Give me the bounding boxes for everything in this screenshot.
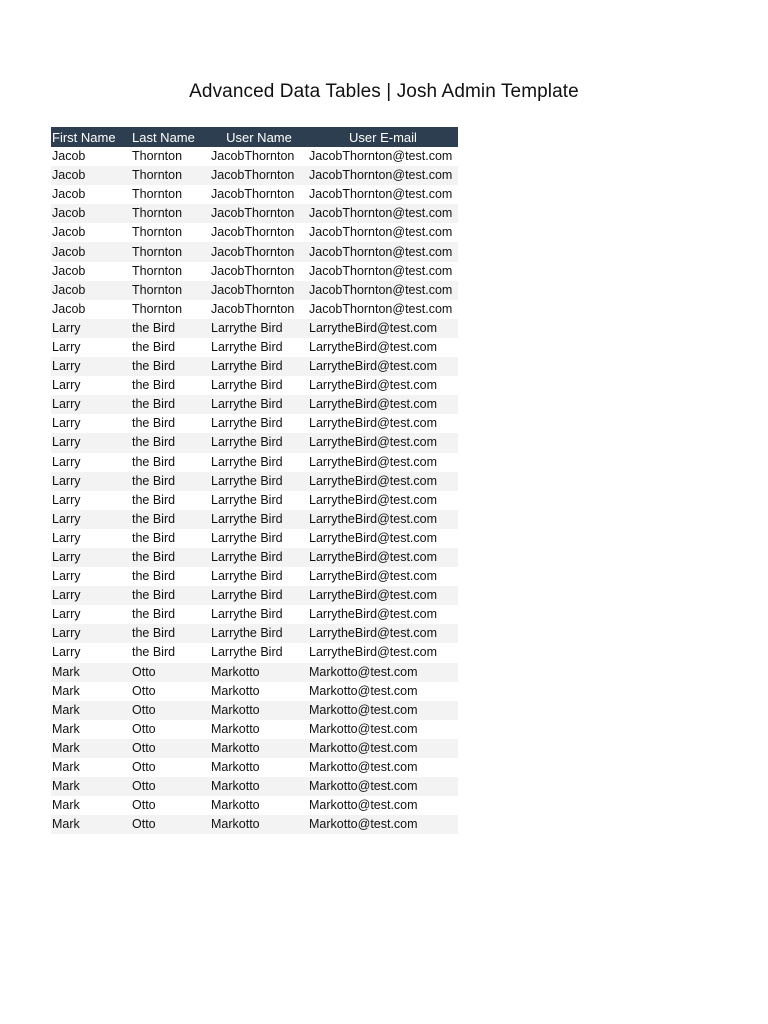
- cell-user-email: LarrytheBird@test.com: [309, 416, 438, 431]
- cell-user-email: LarrytheBird@test.com: [309, 569, 438, 584]
- cell-last-name: Otto: [131, 701, 210, 720]
- table-row: [51, 185, 458, 204]
- cell-user-email: LarrytheBird@test.com: [308, 624, 458, 643]
- cell-user-email: JacobThornton@test.com: [309, 225, 453, 240]
- cell-last-name: the Bird: [131, 395, 210, 414]
- cell-user-email: LarrytheBird@test.com: [309, 378, 438, 393]
- cell-first-name: Jacob: [52, 263, 86, 278]
- cell-last-name: Otto: [132, 798, 156, 813]
- cell-first-name: Larry: [52, 416, 81, 431]
- cell-first-name: Larry: [51, 510, 131, 529]
- cell-first-name: Larry: [52, 339, 81, 354]
- cell-user-email: JacobThornton@test.com: [308, 166, 458, 185]
- table-row: [51, 815, 458, 834]
- cell-last-name: the Bird: [132, 378, 176, 393]
- cell-last-name: Thornton: [131, 281, 210, 300]
- table-row: [51, 319, 458, 338]
- cell-user-name: JacobThornton: [211, 301, 295, 316]
- cell-user-name: Larrythe Bird: [211, 454, 283, 469]
- cell-user-email: Markotto@test.com: [308, 701, 458, 720]
- table-row: [51, 682, 458, 701]
- column-header-first-name: First Name: [51, 127, 131, 147]
- page-title: Advanced Data Tables | Josh Admin Template: [189, 80, 579, 102]
- cell-user-email: Markotto@test.com: [308, 663, 458, 682]
- table-row: [51, 510, 458, 529]
- table-row: [51, 624, 458, 643]
- table-row: [51, 758, 458, 777]
- cell-user-email: Markotto@test.com: [309, 798, 418, 813]
- cell-user-name: JacobThornton: [211, 149, 295, 164]
- cell-user-name: Larrythe Bird: [210, 624, 308, 643]
- cell-last-name: Thornton: [131, 242, 210, 261]
- cell-first-name: Larry: [51, 433, 131, 452]
- cell-first-name: Mark: [51, 777, 131, 796]
- cell-first-name: Larry: [51, 472, 131, 491]
- table-row: [51, 529, 458, 548]
- cell-last-name: the Bird: [132, 530, 176, 545]
- cell-first-name: Mark: [51, 701, 131, 720]
- cell-last-name: Otto: [131, 739, 210, 758]
- cell-user-name: Larrythe Bird: [210, 395, 308, 414]
- cell-user-email: LarrytheBird@test.com: [308, 433, 458, 452]
- table-row: [51, 567, 458, 586]
- cell-user-name: Markotto: [211, 760, 260, 775]
- cell-last-name: Otto: [131, 777, 210, 796]
- cell-last-name: Thornton: [132, 301, 183, 316]
- cell-first-name: Larry: [51, 357, 131, 376]
- cell-user-name: Markotto: [211, 683, 260, 698]
- cell-user-name: JacobThornton: [210, 242, 308, 261]
- cell-user-name: Markotto: [210, 663, 308, 682]
- cell-last-name: the Bird: [132, 569, 176, 584]
- cell-user-name: Larrythe Bird: [210, 433, 308, 452]
- cell-first-name: Larry: [52, 492, 81, 507]
- cell-user-name: JacobThornton: [210, 204, 308, 223]
- cell-last-name: Thornton: [132, 263, 183, 278]
- cell-first-name: Mark: [52, 798, 80, 813]
- table-row: [51, 300, 458, 319]
- table-row: [51, 338, 458, 357]
- cell-user-name: Larrythe Bird: [210, 586, 308, 605]
- cell-user-name: Markotto: [210, 777, 308, 796]
- cell-user-name: Markotto: [211, 721, 260, 736]
- cell-first-name: Jacob: [51, 242, 131, 261]
- cell-user-email: Markotto@test.com: [308, 739, 458, 758]
- cell-user-email: Markotto@test.com: [308, 777, 458, 796]
- cell-first-name: Jacob: [52, 225, 86, 240]
- cell-first-name: Larry: [51, 319, 131, 338]
- cell-user-email: LarrytheBird@test.com: [309, 454, 438, 469]
- cell-user-email: JacobThornton@test.com: [309, 149, 453, 164]
- cell-user-name: Larrythe Bird: [211, 339, 283, 354]
- cell-first-name: Larry: [52, 607, 81, 622]
- cell-first-name: Mark: [52, 683, 80, 698]
- cell-first-name: Mark: [51, 815, 131, 834]
- cell-user-name: Larrythe Bird: [211, 492, 283, 507]
- cell-last-name: the Bird: [132, 454, 176, 469]
- cell-first-name: Mark: [51, 739, 131, 758]
- cell-user-name: JacobThornton: [211, 225, 295, 240]
- table-row: [51, 357, 458, 376]
- table-row: [51, 223, 458, 242]
- cell-user-email: JacobThornton@test.com: [309, 187, 453, 202]
- table-row: [51, 605, 458, 624]
- table-row: [51, 472, 458, 491]
- cell-user-email: LarrytheBird@test.com: [308, 357, 458, 376]
- table-row: [51, 281, 458, 300]
- cell-last-name: the Bird: [131, 433, 210, 452]
- cell-first-name: Mark: [52, 721, 80, 736]
- table-header: [51, 127, 458, 147]
- cell-user-email: JacobThornton@test.com: [308, 204, 458, 223]
- cell-user-email: LarrytheBird@test.com: [308, 510, 458, 529]
- cell-user-email: LarrytheBird@test.com: [308, 548, 458, 567]
- table-row: [51, 147, 458, 166]
- cell-user-name: Larrythe Bird: [210, 510, 308, 529]
- cell-user-name: Larrythe Bird: [210, 548, 308, 567]
- cell-first-name: Larry: [51, 548, 131, 567]
- cell-last-name: the Bird: [132, 492, 176, 507]
- cell-last-name: the Bird: [131, 624, 210, 643]
- cell-user-name: Markotto: [210, 815, 308, 834]
- cell-last-name: Thornton: [131, 204, 210, 223]
- cell-first-name: Larry: [51, 395, 131, 414]
- cell-user-name: JacobThornton: [211, 187, 295, 202]
- table-row: [51, 453, 458, 472]
- cell-user-email: LarrytheBird@test.com: [308, 319, 458, 338]
- cell-first-name: Jacob: [51, 204, 131, 223]
- cell-user-name: Larrythe Bird: [211, 416, 283, 431]
- table-row: [51, 643, 458, 662]
- cell-user-email: Markotto@test.com: [308, 815, 458, 834]
- table-row: [51, 796, 458, 815]
- cell-last-name: Thornton: [132, 187, 183, 202]
- cell-user-name: Larrythe Bird: [211, 569, 283, 584]
- cell-last-name: Otto: [132, 721, 156, 736]
- cell-last-name: the Bird: [131, 586, 210, 605]
- cell-user-email: Markotto@test.com: [309, 683, 418, 698]
- table-row: [51, 414, 458, 433]
- cell-last-name: the Bird: [132, 607, 176, 622]
- cell-user-name: Larrythe Bird: [211, 378, 283, 393]
- cell-first-name: Mark: [52, 760, 80, 775]
- cell-first-name: Larry: [51, 624, 131, 643]
- cell-user-email: Markotto@test.com: [309, 760, 418, 775]
- cell-last-name: Otto: [132, 760, 156, 775]
- table-row: [51, 204, 458, 223]
- cell-user-email: LarrytheBird@test.com: [309, 492, 438, 507]
- table-row: [51, 262, 458, 281]
- cell-user-name: Markotto: [210, 739, 308, 758]
- column-header-last-name: Last Name: [131, 127, 210, 147]
- cell-last-name: the Bird: [131, 548, 210, 567]
- data-table: [51, 127, 458, 834]
- cell-first-name: Larry: [52, 454, 81, 469]
- cell-last-name: the Bird: [131, 472, 210, 491]
- column-header-user-name: User Name: [210, 127, 308, 147]
- table-row: [51, 586, 458, 605]
- cell-user-name: Larrythe Bird: [210, 319, 308, 338]
- table-row: [51, 166, 458, 185]
- cell-first-name: Larry: [52, 645, 81, 660]
- cell-user-name: Larrythe Bird: [211, 607, 283, 622]
- cell-last-name: the Bird: [131, 319, 210, 338]
- cell-user-name: JacobThornton: [211, 263, 295, 278]
- cell-last-name: Thornton: [132, 225, 183, 240]
- cell-user-email: LarrytheBird@test.com: [309, 339, 438, 354]
- cell-last-name: the Bird: [132, 416, 176, 431]
- cell-last-name: the Bird: [131, 357, 210, 376]
- cell-user-email: LarrytheBird@test.com: [309, 530, 438, 545]
- header-row: [51, 127, 458, 147]
- cell-user-name: Markotto: [211, 798, 260, 813]
- cell-user-email: LarrytheBird@test.com: [308, 395, 458, 414]
- cell-user-email: JacobThornton@test.com: [309, 301, 453, 316]
- cell-first-name: Jacob: [51, 281, 131, 300]
- cell-last-name: the Bird: [132, 339, 176, 354]
- table-row: [51, 777, 458, 796]
- cell-user-name: JacobThornton: [210, 166, 308, 185]
- cell-user-email: JacobThornton@test.com: [309, 263, 453, 278]
- table-row: [51, 739, 458, 758]
- cell-last-name: Thornton: [132, 149, 183, 164]
- cell-last-name: Thornton: [131, 166, 210, 185]
- table-row: [51, 663, 458, 682]
- cell-user-name: JacobThornton: [210, 281, 308, 300]
- cell-user-name: Markotto: [210, 701, 308, 720]
- cell-user-name: Larrythe Bird: [210, 357, 308, 376]
- table-row: [51, 701, 458, 720]
- cell-last-name: Otto: [131, 663, 210, 682]
- cell-user-email: JacobThornton@test.com: [308, 242, 458, 261]
- cell-last-name: the Bird: [131, 510, 210, 529]
- cell-first-name: Larry: [52, 530, 81, 545]
- cell-first-name: Jacob: [52, 301, 86, 316]
- cell-first-name: Larry: [51, 586, 131, 605]
- cell-user-email: LarrytheBird@test.com: [308, 472, 458, 491]
- cell-user-name: Larrythe Bird: [211, 645, 283, 660]
- table-row: [51, 720, 458, 739]
- table-row: [51, 395, 458, 414]
- cell-last-name: Otto: [132, 683, 156, 698]
- cell-first-name: Mark: [51, 663, 131, 682]
- cell-first-name: Jacob: [52, 149, 86, 164]
- cell-first-name: Jacob: [52, 187, 86, 202]
- table-row: [51, 433, 458, 452]
- table-body: [51, 147, 458, 834]
- cell-user-name: Larrythe Bird: [210, 472, 308, 491]
- cell-last-name: Otto: [131, 815, 210, 834]
- table-row: [51, 491, 458, 510]
- cell-user-email: LarrytheBird@test.com: [308, 586, 458, 605]
- table-row: [51, 242, 458, 261]
- cell-user-email: Markotto@test.com: [309, 721, 418, 736]
- table-row: [51, 376, 458, 395]
- cell-user-name: Larrythe Bird: [211, 530, 283, 545]
- cell-first-name: Larry: [52, 378, 81, 393]
- cell-user-email: LarrytheBird@test.com: [309, 607, 438, 622]
- table-row: [51, 548, 458, 567]
- cell-user-email: JacobThornton@test.com: [308, 281, 458, 300]
- column-header-user-email: User E-mail: [308, 127, 458, 147]
- cell-first-name: Jacob: [51, 166, 131, 185]
- cell-first-name: Larry: [52, 569, 81, 584]
- cell-user-email: LarrytheBird@test.com: [309, 645, 438, 660]
- cell-last-name: the Bird: [132, 645, 176, 660]
